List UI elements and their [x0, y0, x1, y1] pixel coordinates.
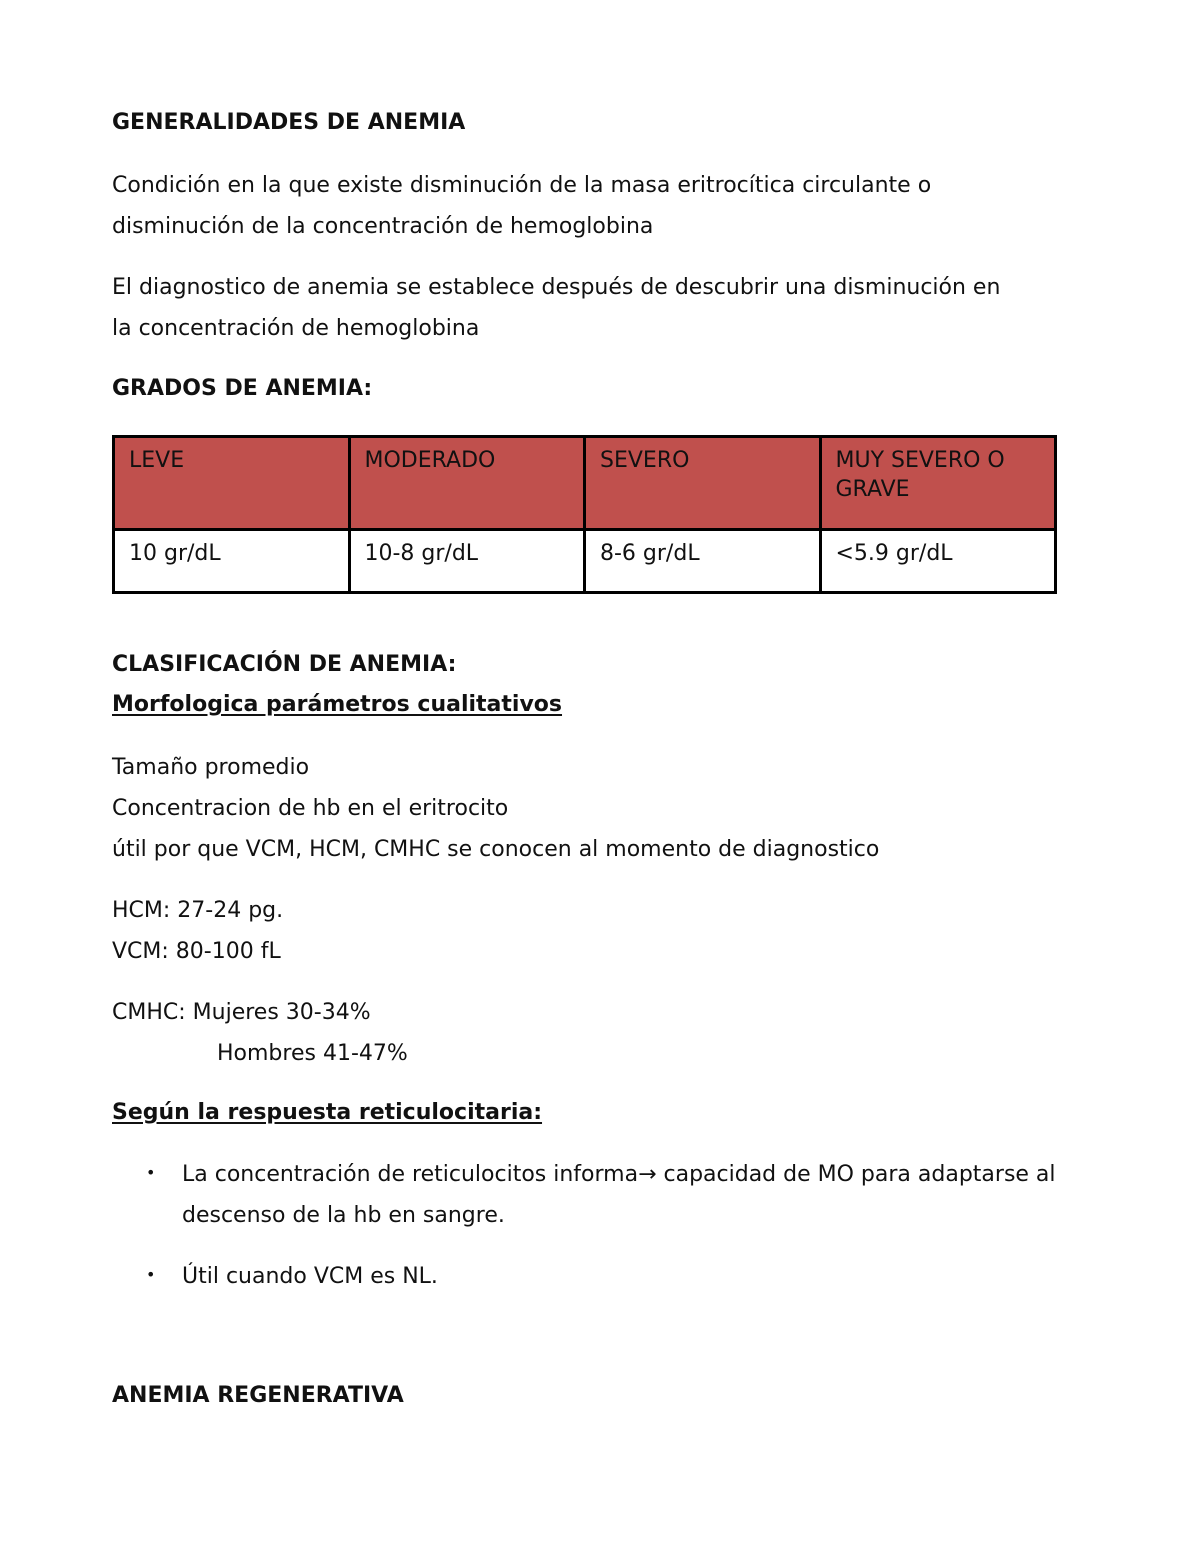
list-item [112, 1256, 1072, 1297]
grade-header-leve: LEVE [114, 437, 350, 530]
grades-table-header-row [114, 437, 1056, 530]
list-item [112, 1154, 1072, 1236]
grade-header-severo: SEVERO [585, 437, 821, 530]
grades-table-values-row [114, 530, 1056, 593]
morf-line-tamano: Tamaño promedio [112, 755, 310, 780]
bullet-text: La concentración de reticulocitos informa→ capacidad de MO para adaptarse al descenso de la hb en sangre. [182, 1162, 1056, 1228]
grade-header-moderado: MODERADO [349, 437, 585, 530]
grade-value-leve: 10 gr/dL [114, 530, 350, 593]
paragraph-diagnosis-line-2: la concentración de hemoglobina [112, 316, 480, 341]
grade-value-muy-severo: <5.9 gr/dL [820, 530, 1056, 593]
heading-regenerativa: ANEMIA REGENERATIVA [112, 1383, 404, 1408]
paragraph-definition-line-1: Condición en la que existe disminución de la masa eritrocítica circulante o [112, 173, 932, 198]
morf-line-util: útil por que VCM, HCM, CMHC se conocen al momento de diagnostico [112, 837, 880, 862]
grade-header-muy-severo: MUY SEVERO O GRAVE [820, 437, 1056, 530]
heading-generalidades: GENERALIDADES DE ANEMIA [112, 110, 466, 135]
paragraph-definition-line-2: disminución de la concentración de hemoglobina [112, 214, 654, 239]
vcm-value: VCM: 80-100 fL [112, 939, 281, 964]
subheading-reticulocitaria: Según la respuesta reticulocitaria: [112, 1100, 543, 1125]
bullet-text: Útil cuando VCM es NL. [182, 1264, 438, 1289]
bullet-icon: • [146, 1265, 156, 1284]
grades-table [112, 435, 1057, 594]
subheading-morfologica: Morfologica parámetros cualitativos [112, 692, 563, 717]
heading-clasificacion: CLASIFICACIÓN DE ANEMIA: [112, 652, 457, 677]
paragraph-diagnosis-line-1: El diagnostico de anemia se establece después de descubrir una disminución en [112, 275, 1001, 300]
cmhc-mujeres: CMHC: Mujeres 30-34% [112, 1000, 371, 1025]
grade-value-severo: 8-6 gr/dL [585, 530, 821, 593]
hcm-value: HCM: 27-24 pg. [112, 898, 284, 923]
cmhc-hombres: Hombres 41-47% [217, 1041, 408, 1066]
bullet-icon: • [146, 1163, 156, 1182]
grade-value-moderado: 10-8 gr/dL [349, 530, 585, 593]
heading-grados: GRADOS DE ANEMIA: [112, 376, 373, 401]
morf-line-concentracion: Concentracion de hb en el eritrocito [112, 796, 509, 821]
